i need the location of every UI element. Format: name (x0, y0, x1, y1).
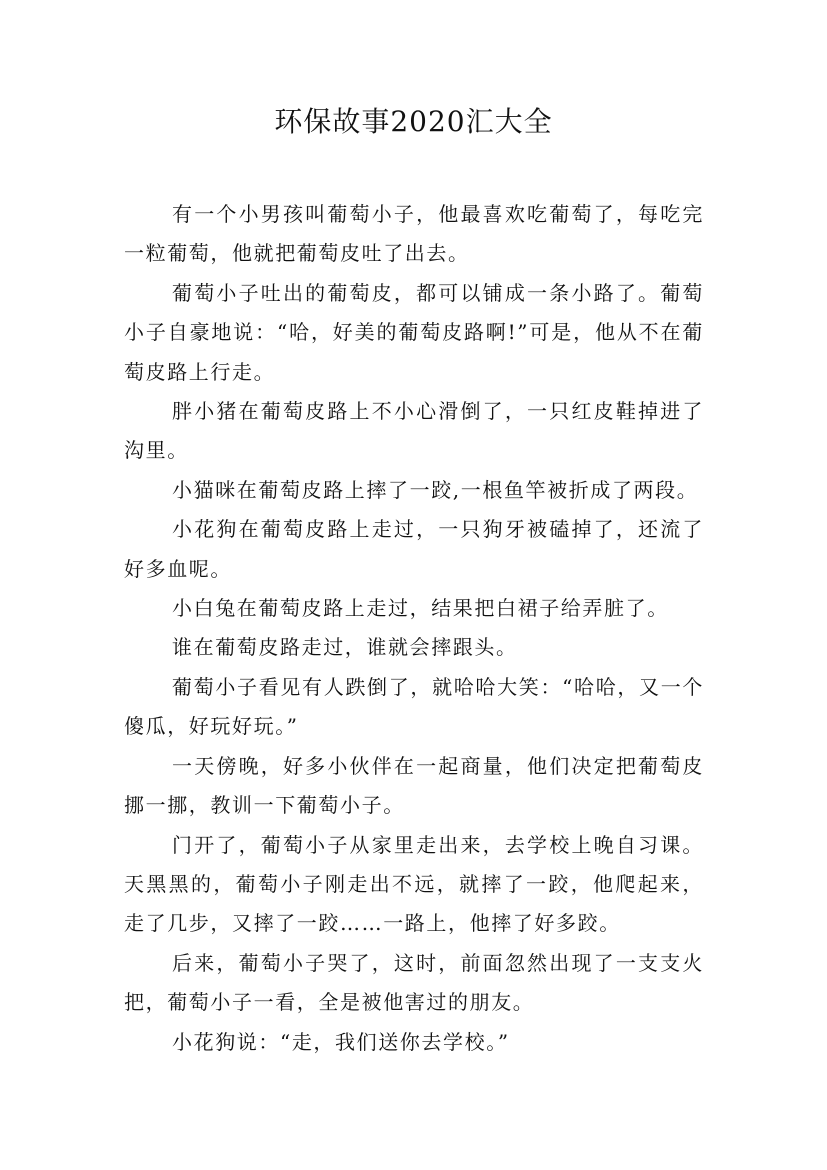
paragraph: 小猫咪在葡萄皮路上摔了一跤,一根鱼竿被折成了两段。 (172, 477, 699, 502)
paragraph: 葡萄小子看见有人跌倒了，就哈哈大笑：“哈哈，又一个傻瓜，好玩好玩。” (124, 674, 704, 739)
paragraph: 胖小猪在葡萄皮路上不小心滑倒了，一只红皮鞋掉进了沟里。 (124, 399, 704, 463)
paragraph: 葡萄小子吐出的葡萄皮，都可以铺成一条小路了。葡萄小子自豪地说：“哈，好美的葡萄皮路啊!”可是，他从不在葡萄皮路上行走。 (124, 280, 704, 384)
document-title: 环保故事2020汇大全 (274, 105, 553, 138)
paragraph: 小花狗说：“走，我们送你去学校。” (172, 1029, 510, 1054)
document-body (124, 195, 704, 1062)
paragraph: 谁在葡萄皮路走过，谁就会摔跟头。 (172, 635, 518, 660)
paragraph: 小白兔在葡萄皮路上走过，结果把白裙子给弄脏了。 (172, 596, 669, 621)
paragraph: 一天傍晚，好多小伙伴在一起商量，他们决定把葡萄皮挪一挪，教训一下葡萄小子。 (124, 753, 704, 818)
paragraph: 有一个小男孩叫葡萄小子，他最喜欢吃葡萄了，每吃完一粒葡萄，他就把葡萄皮吐了出去。 (124, 202, 704, 266)
paragraph: 后来，葡萄小子哭了，这时，前面忽然出现了一支支火把，葡萄小子一看，全是被他害过的朋友。 (124, 950, 704, 1015)
paragraph: 小花狗在葡萄皮路上走过，一只狗牙被磕掉了，还流了好多血呢。 (124, 517, 704, 581)
paragraph: 门开了，葡萄小子从家里走出来，去学校上晚自习课。天黑黑的，葡萄小子刚走出不远，就摔了一跤，他爬起来，走了几步，又摔了一跤……一路上，他摔了好多跤。 (124, 832, 704, 936)
